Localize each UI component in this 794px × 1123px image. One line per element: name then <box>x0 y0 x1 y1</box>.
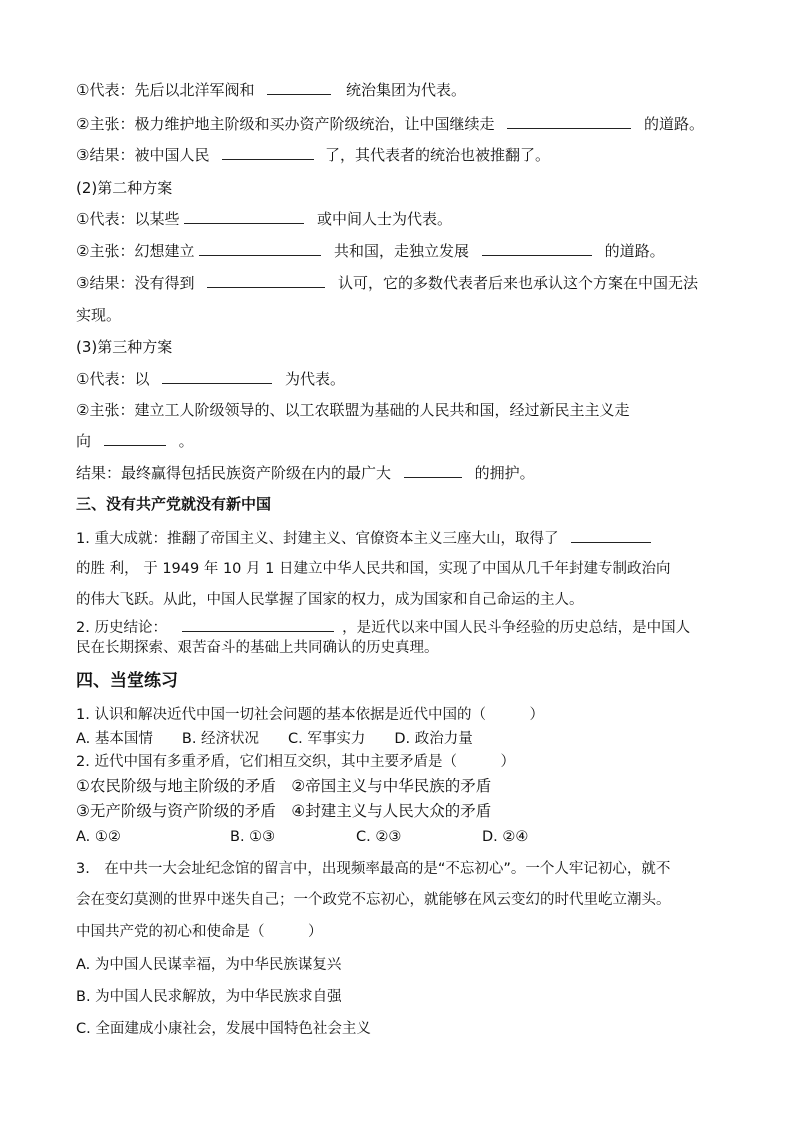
plan3-result-text-end: 的拥护。 <box>474 464 535 482</box>
plan1-claim-line <box>76 114 704 134</box>
conclusion-line <box>76 617 690 638</box>
plan2-claim-line <box>76 241 665 261</box>
q3-stem-1: 3. 在中共一大会址纪念馆的留言中，出现频率最高的是“不忘初心”。一个人牢记初心，就不 <box>76 861 671 877</box>
plan1-claim-text: ②主张：极力维护地主阶级和买办资产阶级统治，让中国继续走 <box>76 115 495 133</box>
plan2-rep-blank[interactable] <box>184 209 304 224</box>
plan1-claim-text-end: 的道路。 <box>644 115 705 133</box>
achievement-text: 1. 重大成就：推翻了帝国主义、封建主义、官僚资本主义三座大山，取得了 <box>76 531 559 547</box>
section3-heading: 三、没有共产党就没有新中国 <box>76 495 272 513</box>
plan2-representative-line <box>76 209 452 229</box>
plan3-claim-to: 向 <box>76 432 92 450</box>
q2-option-a[interactable]: A. ①② <box>76 829 121 845</box>
plan1-rep-text-end: 统治集团为代表。 <box>346 81 467 99</box>
q3-option-b[interactable]: B. 为中国人民求解放，为中华民族求自强 <box>76 989 342 1005</box>
plan3-claim-line: ②主张：建立工人阶级领导的、以工农联盟为基础的人民共和国，经过新民主主义走 <box>76 401 630 419</box>
q3-stem-3: 中国共产党的初心和使命是（ ） <box>76 924 323 940</box>
plan3-rep-blank[interactable] <box>162 369 272 384</box>
plan2-claim-blank-1[interactable] <box>199 241 321 256</box>
plan1-rep-blank[interactable] <box>267 80 331 95</box>
plan3-claim-blank[interactable] <box>104 431 166 446</box>
conclusion-label: 2. 历史结论： <box>76 620 167 636</box>
q2-option-b[interactable]: B. ①③ <box>230 829 276 845</box>
plan1-result-text-end: 了，其代表者的统治也被推翻了。 <box>325 146 551 164</box>
q2-items-row1: ①农民阶级与地主阶级的矛盾 ②帝国主义与中华民族的矛盾 <box>76 777 492 795</box>
plan2-result-line <box>76 273 698 293</box>
q2-items-row2: ③无产阶级与资产阶级的矛盾 ④封建主义与人民大众的矛盾 <box>76 802 492 820</box>
plan2-claim-text-mid: 共和国，走独立发展 <box>334 242 470 260</box>
plan3-claim-cont <box>76 431 194 451</box>
plan1-result-line <box>76 145 550 165</box>
q3-stem-2: 会在变幻莫测的世界中迷失自己；一个政党不忘初心，就能够在风云变幻的时代里屹立潮头。 <box>76 892 671 908</box>
plan3-result-text: 结果：最终赢得包括民族资产阶级在内的最广大 <box>76 464 392 482</box>
plan2-result-text: ③结果：没有得到 <box>76 274 195 292</box>
plan3-title: (3)第三种方案 <box>76 338 173 356</box>
plan3-representative-line <box>76 369 345 389</box>
plan1-representative-line <box>76 80 466 100</box>
plan2-rep-text-end: 或中间人士为代表。 <box>317 210 453 228</box>
plan3-claim-end: 。 <box>178 432 194 450</box>
plan2-result-cont: 实现。 <box>76 306 122 324</box>
achievement-cont-2: 的伟大飞跃。从此，中国人民掌握了国家的权力，成为国家和自己命运的主人。 <box>76 592 584 608</box>
section4-heading: 四、当堂练习 <box>76 671 178 691</box>
achievement-line <box>76 528 653 549</box>
plan3-result-blank[interactable] <box>404 463 462 478</box>
conclusion-cont: 民在长期探索、艰苦奋斗的基础上共同确认的历史真理。 <box>76 640 439 656</box>
achievement-blank[interactable] <box>571 528 651 543</box>
plan1-claim-blank[interactable] <box>507 114 631 129</box>
q2-stem: 2. 近代中国有多重矛盾，它们相互交织，其中主要矛盾是（ ） <box>76 754 515 770</box>
plan2-rep-text: ①代表：以某些 <box>76 210 180 228</box>
q2-option-c[interactable]: C. ②③ <box>356 829 402 845</box>
q3-option-a[interactable]: A. 为中国人民谋幸福，为中华民族谋复兴 <box>76 957 342 973</box>
plan2-title: (2)第二种方案 <box>76 179 173 197</box>
plan2-claim-blank-2[interactable] <box>482 241 592 256</box>
plan2-result-blank[interactable] <box>207 273 325 288</box>
q1-stem: 1. 认识和解决近代中国一切社会问题的基本依据是近代中国的（ ） <box>76 707 544 723</box>
plan3-rep-text-end: 为代表。 <box>285 370 346 388</box>
q3-option-c[interactable]: C. 全面建成小康社会，发展中国特色社会主义 <box>76 1021 371 1037</box>
plan1-result-blank[interactable] <box>222 145 314 160</box>
plan3-result-line <box>76 463 535 483</box>
plan3-rep-text: ①代表：以 <box>76 370 150 388</box>
plan1-result-text: ③结果：被中国人民 <box>76 146 210 164</box>
q1-options: A. 基本国情 B. 经济状况 C. 军事实力 D. 政治力量 <box>76 731 473 747</box>
achievement-cont-1: 的胜 利， 于 1949 年 10 月 1 日建立中华人民共和国，实现了中国从几千年封建专制政治向 <box>76 561 671 577</box>
plan2-claim-text-end: 的道路。 <box>604 242 665 260</box>
plan2-result-text-end: 认可，它的多数代表者后来也承认这个方案在中国无法 <box>338 274 699 292</box>
plan2-claim-text: ②主张：幻想建立 <box>76 242 195 260</box>
plan1-rep-text: ①代表：先后以北洋军阀和 <box>76 81 255 99</box>
conclusion-blank[interactable] <box>182 617 334 632</box>
q2-option-d[interactable]: D. ②④ <box>482 829 529 845</box>
conclusion-text: ，是近代以来中国人民斗争经验的历史总结，是中国人 <box>342 620 691 636</box>
